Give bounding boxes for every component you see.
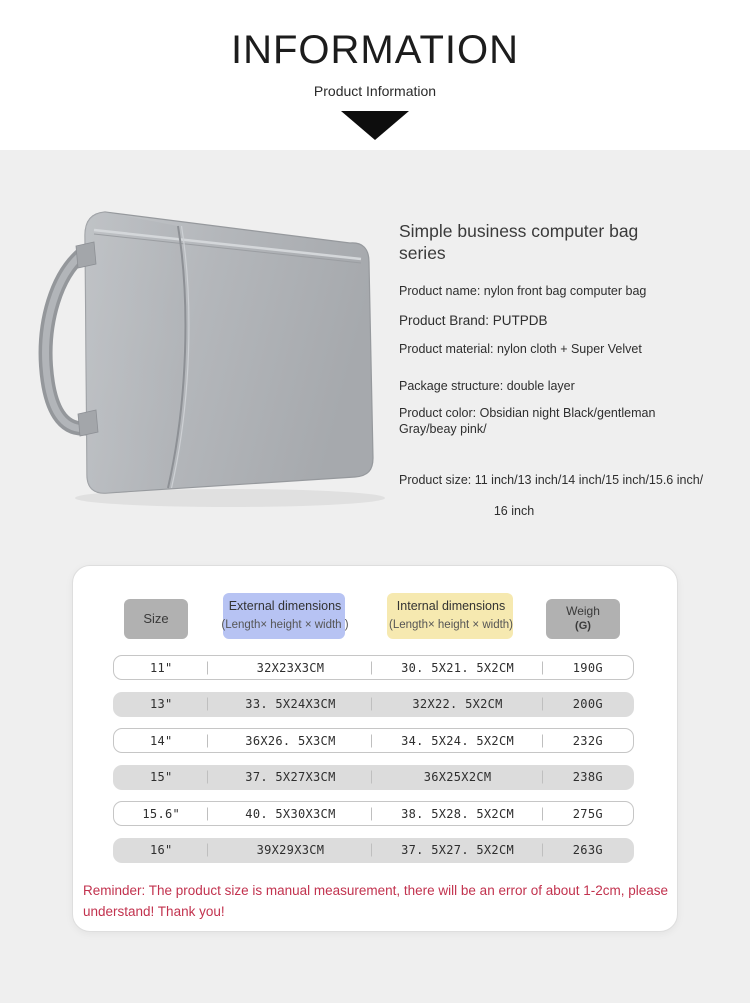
product-color-line: Product color: Obsidian night Black/gentleman Gray/beay pink/ xyxy=(399,406,656,436)
internal-cell: 36X25X2CM xyxy=(372,766,542,789)
spec-table-card xyxy=(72,565,678,932)
internal-cell: 30. 5X21. 5X2CM xyxy=(372,656,542,679)
product-name-line: Product name: nylon front bag computer bag xyxy=(399,284,647,298)
reminder-text: Reminder: The product size is manual measurement, there will be an error of about 1-2cm, please understand! Thank you! xyxy=(83,883,669,919)
product-image xyxy=(30,190,390,510)
down-arrow-icon xyxy=(341,111,409,140)
weight-cell: 275G xyxy=(572,806,603,821)
external-cell: 36X26. 5X3CM xyxy=(208,729,372,752)
product-section xyxy=(0,150,750,1003)
table-row xyxy=(113,838,634,863)
size-cell: 11" xyxy=(114,656,208,679)
column-header-external xyxy=(199,597,371,635)
internal-cell: 37. 5X27. 5X2CM xyxy=(372,839,542,862)
table-row xyxy=(113,692,634,717)
column-header-internal xyxy=(379,597,523,635)
size-cell: 15" xyxy=(114,766,208,789)
table-row xyxy=(113,765,634,790)
weight-header-label: Weigh xyxy=(566,604,600,618)
internal-cell: 34. 5X24. 5X2CM xyxy=(372,729,542,752)
external-header-sub: (Length× height × width ) xyxy=(221,619,349,631)
external-header-label: External dimensions xyxy=(228,599,342,613)
internal-cell: 38. 5X28. 5X2CM xyxy=(372,802,542,825)
internal-cell: 32X22. 5X2CM xyxy=(372,693,542,716)
column-header-weight xyxy=(546,599,620,639)
page-title: INFORMATION xyxy=(230,28,519,72)
external-cell: 40. 5X30X3CM xyxy=(208,802,372,825)
product-size-line: Product size: 11 inch/13 inch/14 inch/15 inch/15.6 inch/ xyxy=(399,473,704,487)
size-cell: 14" xyxy=(114,729,208,752)
table-row xyxy=(113,655,634,680)
size-cell: 15.6" xyxy=(114,802,208,825)
product-series-title: Simple business computer bag series xyxy=(399,221,639,263)
weight-cell: 200G xyxy=(572,697,603,712)
weight-cell: 238G xyxy=(572,770,603,785)
product-size-line-2: 16 inch xyxy=(493,504,535,518)
external-cell: 33. 5X24X3CM xyxy=(208,693,372,716)
weight-header-unit: (G) xyxy=(575,620,591,632)
product-package-line: Package structure: double layer xyxy=(399,379,575,393)
table-row xyxy=(113,801,634,826)
size-cell: 16" xyxy=(114,839,208,862)
page-subtitle: Product Information xyxy=(313,83,437,99)
spec-rows xyxy=(113,655,634,875)
weight-cell: 263G xyxy=(572,843,603,858)
size-cell: 13" xyxy=(114,693,208,716)
external-cell: 32X23X3CM xyxy=(208,656,372,679)
internal-header-label: Internal dimensions xyxy=(396,599,506,613)
product-material-line: Product material: nylon cloth + Super Velvet xyxy=(399,342,642,356)
product-brand-line: Product Brand: PUTPDB xyxy=(399,313,548,328)
external-cell: 39X29X3CM xyxy=(208,839,372,862)
external-cell: 37. 5X27X3CM xyxy=(208,766,372,789)
weight-cell: 190G xyxy=(572,660,603,675)
table-row xyxy=(113,728,634,753)
laptop-bag-graphic xyxy=(30,190,390,510)
weight-cell: 232G xyxy=(572,733,603,748)
internal-header-sub: (Length× height × width) xyxy=(388,619,514,631)
column-header-size: Size xyxy=(124,599,188,639)
